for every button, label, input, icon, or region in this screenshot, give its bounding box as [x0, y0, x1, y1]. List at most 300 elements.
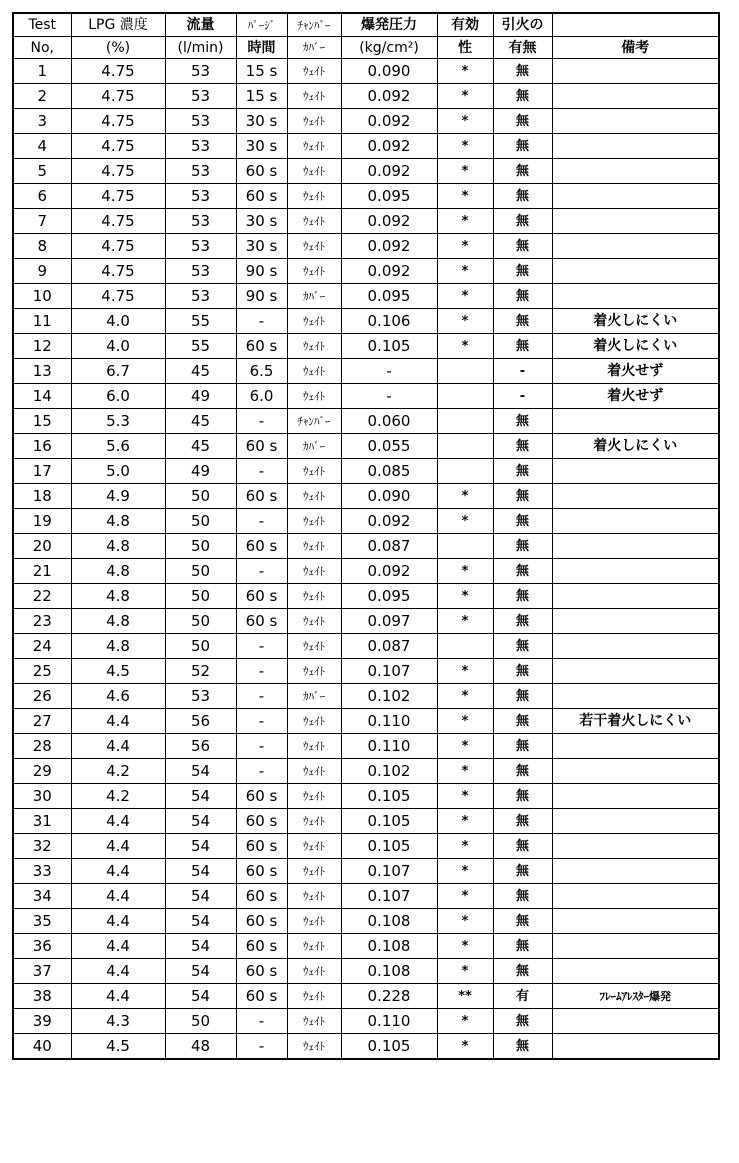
cell-flow: 55: [165, 334, 236, 359]
cell-effect: **: [437, 984, 493, 1009]
header-ignition-sub: 有無: [493, 37, 552, 59]
cell-flow: 52: [165, 659, 236, 684]
cell-lpg: 4.75: [71, 284, 165, 309]
cell-test-no: 38: [13, 984, 71, 1009]
cell-ignition: 無: [493, 759, 552, 784]
cell-ignition: 無: [493, 59, 552, 84]
cell-effect: *: [437, 809, 493, 834]
cell-chamber: ｳｪｲﾄ: [287, 1034, 341, 1060]
table-row: [13, 809, 719, 834]
cell-ignition: 無: [493, 459, 552, 484]
cell-note: [552, 909, 719, 934]
cell-effect: *: [437, 84, 493, 109]
table-row: [13, 334, 719, 359]
table-row: [13, 1009, 719, 1034]
cell-chamber: ﾁｬﾝﾊﾞｰ: [287, 409, 341, 434]
cell-flow: 53: [165, 209, 236, 234]
cell-chamber: ｳｪｲﾄ: [287, 984, 341, 1009]
cell-pressure: 0.095: [341, 584, 437, 609]
cell-ignition: -: [493, 384, 552, 409]
cell-purge: -: [236, 709, 287, 734]
cell-flow: 53: [165, 84, 236, 109]
cell-lpg: 4.8: [71, 559, 165, 584]
cell-ignition: 無: [493, 884, 552, 909]
cell-pressure: 0.110: [341, 709, 437, 734]
table-row: [13, 309, 719, 334]
cell-purge: 60 s: [236, 884, 287, 909]
cell-flow: 50: [165, 534, 236, 559]
cell-test-no: 6: [13, 184, 71, 209]
cell-test-no: 30: [13, 784, 71, 809]
cell-lpg: 4.4: [71, 984, 165, 1009]
cell-lpg: 4.4: [71, 809, 165, 834]
header-row-2: [13, 37, 719, 59]
cell-test-no: 32: [13, 834, 71, 859]
cell-purge: -: [236, 759, 287, 784]
cell-pressure: 0.108: [341, 909, 437, 934]
cell-flow: 49: [165, 384, 236, 409]
cell-purge: 30 s: [236, 134, 287, 159]
cell-pressure: 0.095: [341, 284, 437, 309]
header-lpg: LPG 濃度: [71, 13, 165, 37]
cell-pressure: 0.097: [341, 609, 437, 634]
cell-test-no: 31: [13, 809, 71, 834]
cell-test-no: 20: [13, 534, 71, 559]
cell-lpg: 4.75: [71, 134, 165, 159]
cell-ignition: 無: [493, 109, 552, 134]
cell-effect: *: [437, 859, 493, 884]
cell-purge: 6.0: [236, 384, 287, 409]
cell-chamber: ｳｪｲﾄ: [287, 509, 341, 534]
cell-flow: 50: [165, 609, 236, 634]
cell-purge: 15 s: [236, 59, 287, 84]
cell-test-no: 39: [13, 1009, 71, 1034]
cell-chamber: ｳｪｲﾄ: [287, 184, 341, 209]
cell-test-no: 36: [13, 934, 71, 959]
cell-lpg: 4.0: [71, 309, 165, 334]
header-pressure-sub: (kg/cm²): [341, 37, 437, 59]
cell-test-no: 4: [13, 134, 71, 159]
cell-lpg: 4.3: [71, 1009, 165, 1034]
cell-purge: 60 s: [236, 159, 287, 184]
cell-test-no: 5: [13, 159, 71, 184]
cell-ignition: 無: [493, 834, 552, 859]
cell-pressure: 0.092: [341, 509, 437, 534]
cell-ignition: 無: [493, 1034, 552, 1060]
cell-lpg: 4.4: [71, 884, 165, 909]
table-row: [13, 209, 719, 234]
cell-note: [552, 459, 719, 484]
cell-chamber: ｳｪｲﾄ: [287, 59, 341, 84]
cell-effect: *: [437, 334, 493, 359]
cell-pressure: 0.102: [341, 684, 437, 709]
cell-effect: *: [437, 684, 493, 709]
table-row: [13, 459, 719, 484]
cell-ignition: 無: [493, 609, 552, 634]
cell-pressure: 0.105: [341, 334, 437, 359]
cell-chamber: ｳｪｲﾄ: [287, 359, 341, 384]
cell-lpg: 4.8: [71, 534, 165, 559]
cell-effect: *: [437, 259, 493, 284]
table-row: [13, 784, 719, 809]
cell-purge: 60 s: [236, 959, 287, 984]
cell-test-no: 27: [13, 709, 71, 734]
cell-test-no: 26: [13, 684, 71, 709]
cell-pressure: 0.055: [341, 434, 437, 459]
cell-lpg: 4.2: [71, 784, 165, 809]
cell-pressure: 0.092: [341, 209, 437, 234]
cell-note: [552, 159, 719, 184]
table-row: [13, 559, 719, 584]
table-row: [13, 734, 719, 759]
cell-flow: 54: [165, 809, 236, 834]
cell-pressure: -: [341, 359, 437, 384]
table-header: [13, 13, 719, 59]
table-row: [13, 1034, 719, 1060]
cell-ignition: 無: [493, 484, 552, 509]
cell-test-no: 11: [13, 309, 71, 334]
cell-note: 着火しにくい: [552, 309, 719, 334]
cell-chamber: ｳｪｲﾄ: [287, 884, 341, 909]
cell-chamber: ｳｪｲﾄ: [287, 709, 341, 734]
cell-note: [552, 84, 719, 109]
cell-ignition: 無: [493, 709, 552, 734]
cell-flow: 53: [165, 184, 236, 209]
cell-pressure: 0.108: [341, 934, 437, 959]
cell-flow: 54: [165, 959, 236, 984]
cell-ignition: 無: [493, 809, 552, 834]
cell-pressure: 0.092: [341, 84, 437, 109]
cell-flow: 55: [165, 309, 236, 334]
table-row: [13, 509, 719, 534]
cell-effect: *: [437, 509, 493, 534]
cell-lpg: 4.8: [71, 584, 165, 609]
cell-ignition: 無: [493, 909, 552, 934]
cell-lpg: 4.4: [71, 959, 165, 984]
cell-note: [552, 859, 719, 884]
cell-ignition: 無: [493, 134, 552, 159]
cell-ignition: 無: [493, 284, 552, 309]
cell-ignition: 無: [493, 659, 552, 684]
cell-note: [552, 259, 719, 284]
cell-flow: 54: [165, 834, 236, 859]
table-row: [13, 434, 719, 459]
cell-note: [552, 634, 719, 659]
cell-flow: 50: [165, 584, 236, 609]
cell-lpg: 4.75: [71, 209, 165, 234]
cell-ignition: 無: [493, 259, 552, 284]
cell-test-no: 25: [13, 659, 71, 684]
cell-effect: *: [437, 959, 493, 984]
cell-note: [552, 784, 719, 809]
cell-note: ﾌﾚｰﾑｱﾚｽﾀｰ爆発: [552, 984, 719, 1009]
cell-ignition: 無: [493, 234, 552, 259]
cell-purge: 60 s: [236, 484, 287, 509]
cell-ignition: -: [493, 359, 552, 384]
cell-test-no: 28: [13, 734, 71, 759]
cell-purge: 60 s: [236, 984, 287, 1009]
cell-flow: 54: [165, 859, 236, 884]
cell-flow: 48: [165, 1034, 236, 1060]
table-row: [13, 359, 719, 384]
table-row: [13, 84, 719, 109]
cell-lpg: 4.75: [71, 59, 165, 84]
table-body: [13, 59, 719, 1060]
cell-test-no: 9: [13, 259, 71, 284]
cell-chamber: ｳｪｲﾄ: [287, 784, 341, 809]
cell-ignition: 無: [493, 334, 552, 359]
cell-note: [552, 59, 719, 84]
cell-chamber: ｳｪｲﾄ: [287, 484, 341, 509]
table-row: [13, 584, 719, 609]
cell-effect: *: [437, 559, 493, 584]
cell-flow: 50: [165, 559, 236, 584]
cell-pressure: 0.105: [341, 784, 437, 809]
cell-ignition: 無: [493, 159, 552, 184]
cell-lpg: 4.4: [71, 709, 165, 734]
cell-test-no: 24: [13, 634, 71, 659]
cell-lpg: 5.6: [71, 434, 165, 459]
cell-lpg: 5.0: [71, 459, 165, 484]
cell-purge: -: [236, 684, 287, 709]
cell-purge: -: [236, 634, 287, 659]
cell-note: [552, 934, 719, 959]
cell-lpg: 4.4: [71, 909, 165, 934]
cell-purge: 60 s: [236, 184, 287, 209]
table-row: [13, 859, 719, 884]
cell-ignition: 無: [493, 184, 552, 209]
cell-purge: 90 s: [236, 259, 287, 284]
cell-pressure: 0.087: [341, 634, 437, 659]
header-test: Test: [13, 13, 71, 37]
table-row: [13, 409, 719, 434]
header-flow: 流量: [165, 13, 236, 37]
cell-purge: -: [236, 309, 287, 334]
cell-note: [552, 1034, 719, 1060]
cell-purge: 60 s: [236, 584, 287, 609]
cell-note: [552, 559, 719, 584]
cell-chamber: ｳｪｲﾄ: [287, 84, 341, 109]
cell-note: [552, 184, 719, 209]
header-chamber-sub: ｶﾊﾞｰ: [287, 37, 341, 59]
cell-purge: 6.5: [236, 359, 287, 384]
table-row: [13, 909, 719, 934]
cell-effect: *: [437, 1034, 493, 1060]
cell-ignition: 無: [493, 434, 552, 459]
table-row: [13, 284, 719, 309]
cell-effect: *: [437, 159, 493, 184]
cell-pressure: 0.087: [341, 534, 437, 559]
cell-pressure: 0.105: [341, 809, 437, 834]
cell-note: [552, 509, 719, 534]
cell-test-no: 1: [13, 59, 71, 84]
header-pressure: 爆発圧力: [341, 13, 437, 37]
cell-ignition: 無: [493, 584, 552, 609]
cell-test-no: 8: [13, 234, 71, 259]
cell-effect: *: [437, 1009, 493, 1034]
cell-purge: 60 s: [236, 809, 287, 834]
header-chamber: ﾁｬﾝﾊﾞｰ: [287, 13, 341, 37]
cell-note: 若干着火しにくい: [552, 709, 719, 734]
header-purge: ﾊﾟｰｼﾞ: [236, 13, 287, 37]
table-row: [13, 534, 719, 559]
cell-effect: *: [437, 284, 493, 309]
cell-pressure: 0.092: [341, 259, 437, 284]
cell-purge: -: [236, 1034, 287, 1060]
cell-ignition: 無: [493, 409, 552, 434]
cell-pressure: 0.105: [341, 834, 437, 859]
cell-lpg: 4.8: [71, 609, 165, 634]
cell-pressure: 0.110: [341, 1009, 437, 1034]
header-purge-sub: 時間: [236, 37, 287, 59]
cell-effect: *: [437, 484, 493, 509]
cell-pressure: 0.102: [341, 759, 437, 784]
cell-ignition: 無: [493, 84, 552, 109]
cell-note: [552, 959, 719, 984]
cell-chamber: ｳｪｲﾄ: [287, 459, 341, 484]
cell-chamber: ｳｪｲﾄ: [287, 959, 341, 984]
cell-flow: 45: [165, 409, 236, 434]
cell-chamber: ｳｪｲﾄ: [287, 259, 341, 284]
cell-chamber: ｳｪｲﾄ: [287, 934, 341, 959]
header-lpg-sub: (%): [71, 37, 165, 59]
cell-flow: 53: [165, 59, 236, 84]
cell-pressure: 0.092: [341, 234, 437, 259]
table-row: [13, 834, 719, 859]
cell-chamber: ｳｪｲﾄ: [287, 559, 341, 584]
cell-flow: 53: [165, 134, 236, 159]
cell-effect: [437, 534, 493, 559]
cell-flow: 54: [165, 784, 236, 809]
cell-lpg: 6.7: [71, 359, 165, 384]
cell-chamber: ｳｪｲﾄ: [287, 1009, 341, 1034]
cell-test-no: 29: [13, 759, 71, 784]
table-row: [13, 884, 719, 909]
cell-chamber: ｶﾊﾞｰ: [287, 434, 341, 459]
cell-test-no: 21: [13, 559, 71, 584]
cell-pressure: 0.092: [341, 134, 437, 159]
cell-purge: 30 s: [236, 234, 287, 259]
cell-test-no: 15: [13, 409, 71, 434]
cell-ignition: 無: [493, 959, 552, 984]
cell-purge: -: [236, 1009, 287, 1034]
table-row: [13, 184, 719, 209]
cell-note: 着火しにくい: [552, 334, 719, 359]
cell-purge: 30 s: [236, 209, 287, 234]
cell-effect: [437, 409, 493, 434]
cell-purge: 30 s: [236, 109, 287, 134]
cell-lpg: 4.5: [71, 1034, 165, 1060]
cell-purge: -: [236, 559, 287, 584]
cell-ignition: 無: [493, 734, 552, 759]
cell-ignition: 無: [493, 559, 552, 584]
cell-note: [552, 484, 719, 509]
cell-purge: 15 s: [236, 84, 287, 109]
cell-lpg: 4.2: [71, 759, 165, 784]
table-row: [13, 984, 719, 1009]
cell-note: [552, 734, 719, 759]
document: [12, 12, 720, 1060]
cell-effect: *: [437, 59, 493, 84]
cell-pressure: 0.107: [341, 884, 437, 909]
cell-effect: *: [437, 184, 493, 209]
cell-effect: [437, 634, 493, 659]
cell-pressure: 0.106: [341, 309, 437, 334]
cell-note: [552, 134, 719, 159]
cell-ignition: 無: [493, 784, 552, 809]
cell-test-no: 3: [13, 109, 71, 134]
cell-note: [552, 684, 719, 709]
cell-ignition: 有: [493, 984, 552, 1009]
cell-lpg: 4.8: [71, 509, 165, 534]
cell-ignition: 無: [493, 534, 552, 559]
cell-effect: *: [437, 759, 493, 784]
table-row: [13, 384, 719, 409]
cell-test-no: 17: [13, 459, 71, 484]
table-row: [13, 59, 719, 84]
cell-test-no: 12: [13, 334, 71, 359]
cell-flow: 53: [165, 684, 236, 709]
cell-lpg: 4.75: [71, 159, 165, 184]
table-row: [13, 109, 719, 134]
cell-effect: *: [437, 234, 493, 259]
cell-effect: [437, 384, 493, 409]
cell-chamber: ｳｪｲﾄ: [287, 659, 341, 684]
cell-effect: *: [437, 834, 493, 859]
cell-chamber: ｳｪｲﾄ: [287, 109, 341, 134]
cell-test-no: 13: [13, 359, 71, 384]
cell-lpg: 5.3: [71, 409, 165, 434]
cell-pressure: 0.105: [341, 1034, 437, 1060]
cell-note: [552, 834, 719, 859]
header-effect-sub: 性: [437, 37, 493, 59]
cell-chamber: ｳｪｲﾄ: [287, 734, 341, 759]
cell-flow: 54: [165, 884, 236, 909]
cell-pressure: 0.108: [341, 959, 437, 984]
cell-chamber: ｶﾊﾞｰ: [287, 284, 341, 309]
cell-flow: 53: [165, 159, 236, 184]
cell-test-no: 10: [13, 284, 71, 309]
cell-effect: *: [437, 109, 493, 134]
table-row: [13, 634, 719, 659]
header-note: 備考: [552, 37, 719, 59]
table-row: [13, 959, 719, 984]
cell-pressure: 0.092: [341, 159, 437, 184]
cell-chamber: ｳｪｲﾄ: [287, 609, 341, 634]
cell-lpg: 6.0: [71, 384, 165, 409]
cell-lpg: 4.4: [71, 934, 165, 959]
cell-flow: 54: [165, 934, 236, 959]
cell-purge: -: [236, 734, 287, 759]
cell-purge: -: [236, 509, 287, 534]
cell-effect: *: [437, 709, 493, 734]
cell-effect: *: [437, 909, 493, 934]
cell-purge: 60 s: [236, 909, 287, 934]
cell-flow: 50: [165, 634, 236, 659]
cell-lpg: 4.9: [71, 484, 165, 509]
cell-purge: 60 s: [236, 434, 287, 459]
table-row: [13, 609, 719, 634]
cell-note: [552, 659, 719, 684]
table-row: [13, 159, 719, 184]
cell-chamber: ｳｪｲﾄ: [287, 859, 341, 884]
cell-flow: 50: [165, 484, 236, 509]
cell-lpg: 4.75: [71, 259, 165, 284]
cell-lpg: 4.75: [71, 109, 165, 134]
table-row: [13, 684, 719, 709]
table-row: [13, 484, 719, 509]
table-row: [13, 259, 719, 284]
